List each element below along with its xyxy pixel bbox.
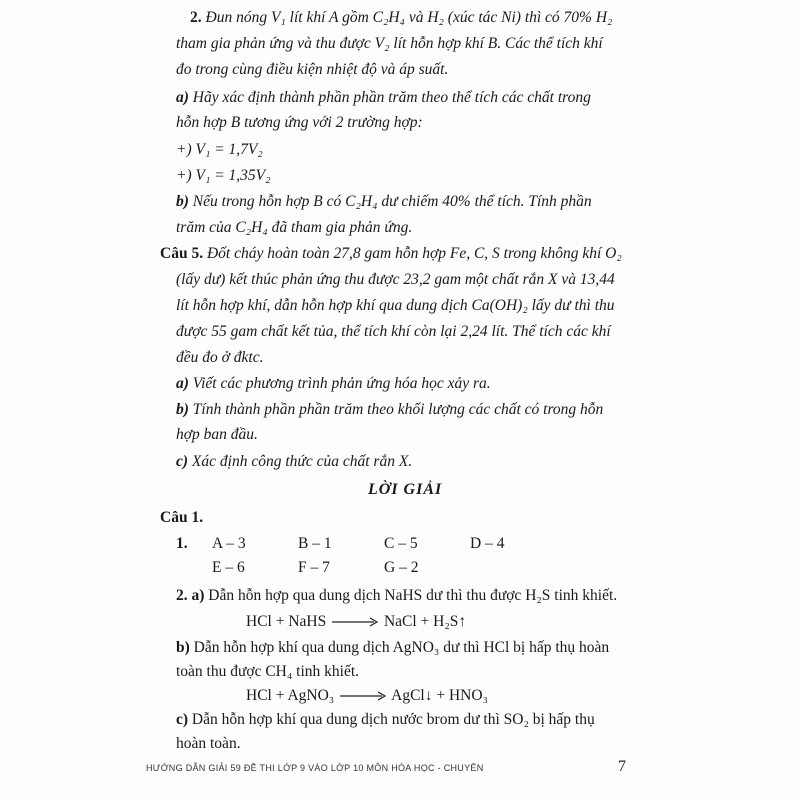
cau5-b-line1 (176, 400, 603, 420)
eq2-right: AgCl↓ + HNO₃ (391, 687, 488, 704)
cau5-b-text: Tính thành phần phần trăm theo khối lượng các chất có trong hỗn (188, 401, 604, 418)
q2c-line2: hoàn toàn. (176, 735, 241, 752)
q2b-line1 (176, 638, 609, 658)
problem2-b-text: Nếu trong hỗn hợp B có C₂H₄ dư chiếm 40% thể tích. Tính phần (188, 193, 592, 210)
q2b-label: b) (176, 639, 190, 656)
q2c-line1 (176, 710, 595, 730)
problem2-b-label: b) (176, 193, 189, 210)
problem2-b-line1 (176, 192, 592, 212)
q2a-text: Dẫn hỗn hợp qua dung dịch NaHS dư thì thu được H₂S tinh khiết. (204, 587, 618, 604)
pair-g: G – 2 (384, 559, 419, 576)
running-footer: HƯỚNG DẪN GIẢI 59 ĐỀ THI LỚP 9 VÀO LỚP 10 MÔN HÓA HỌC - CHUYÊN (146, 763, 484, 773)
cau5-c-text: Xác định công thức của chất rắn X. (188, 453, 413, 470)
q2b-line2: toàn thu được CH₄ tinh khiết. (176, 663, 360, 680)
solution-heading: LỜI GIẢI (368, 481, 443, 498)
cau5-line4: được 55 gam chất kết tủa, thể tích khí còn lại 2,24 lít. Thể tích các khí (176, 323, 611, 340)
problem2-case1: +) V₁ = 1,7V₂ (176, 141, 263, 158)
eq1-left: HCl + NaHS (246, 613, 327, 630)
pair-a: A – 3 (212, 535, 246, 552)
pair-b: B – 1 (298, 535, 332, 552)
eq2-left: HCl + AgNO₃ (246, 687, 335, 704)
cau5-b-label: b) (176, 401, 189, 418)
cau1-label: Câu 1. (160, 509, 204, 526)
reaction-arrow-icon (332, 617, 378, 627)
problem2-a-line1 (176, 88, 591, 108)
problem2-line3: đo trong cùng điều kiện nhiệt độ và áp suất. (176, 61, 449, 78)
equation-1 (246, 612, 466, 632)
problem2-b-line2: trăm của C₂H₄ đã tham gia phản ứng. (176, 219, 413, 236)
pair-d: D – 4 (470, 535, 505, 552)
page-number: 7 (618, 758, 626, 775)
cau5-a-label: a) (176, 375, 189, 392)
cau5-c (176, 452, 412, 472)
cau5-b-line2: hợp ban đầu. (176, 426, 258, 443)
q2a-line (176, 586, 617, 606)
eq1-right: NaCl + H₂S↑ (383, 613, 467, 630)
cau5-label: Câu 5. (160, 245, 204, 262)
problem2-case2: +) V₁ = 1,35V₂ (176, 167, 271, 184)
q2a-label: 2. a) (176, 587, 205, 604)
cau5-line1-text: Đốt cháy hoàn toàn 27,8 gam hỗn hợp Fe, C, S trong không khí O₂ (203, 245, 622, 262)
q2b-text: Dẫn hỗn hợp khí qua dung dịch AgNO₃ dư thì HCl bị hấp thụ hoàn (189, 639, 610, 656)
pair-f: F – 7 (298, 559, 330, 576)
cau5-c-label: c) (176, 453, 189, 470)
cau5-line1 (160, 244, 622, 264)
pair-c: C – 5 (384, 535, 418, 552)
q2c-text: Dẫn hỗn hợp khí qua dung dịch nước brom dư thì SO₂ bị hấp thụ (188, 711, 595, 728)
equation-2 (246, 686, 488, 706)
cau5-a (176, 374, 491, 394)
problem2-a-label: a) (176, 89, 189, 106)
problem2-a-text: Hãy xác định thành phần phần trăm theo thể tích các chất trong (188, 89, 591, 106)
pair-e: E – 6 (212, 559, 245, 576)
problem2-line1-visible: Đun nóng V₁ lít khí A gồm C₂H₄ và H₂ (xúc tác Ni) thì có 70% H₂ (201, 9, 613, 26)
cau5-line5: đều đo ở đktc. (176, 349, 264, 366)
cau5-line3: lít hỗn hợp khí, dẫn hỗn hợp khí qua dung dịch Ca(OH)₂ lấy dư thì thu (176, 297, 615, 314)
problem2-line1: 2. Đun nóng V₁ lít khí A gồm C₂H₄ và H₂ (xúc tác Ni) thì có 70% H₂ (190, 9, 613, 26)
reaction-arrow-icon (340, 691, 386, 701)
q2c-label: c) (176, 711, 189, 728)
cau5-a-text: Viết các phương trình phản ứng hóa học xảy ra. (188, 375, 491, 392)
problem2-a-line2: hỗn hợp B tương ứng với 2 trường hợp: (176, 114, 423, 131)
problem2-line2: tham gia phản ứng và thu được V₂ lít hỗn hợp khí B. Các thể tích khí (176, 35, 603, 52)
cau5-line2: (lấy dư) kết thúc phản ứng thu được 23,2 gam một chất rắn X và 13,44 (176, 271, 615, 288)
item1-number: 1. (176, 535, 188, 552)
